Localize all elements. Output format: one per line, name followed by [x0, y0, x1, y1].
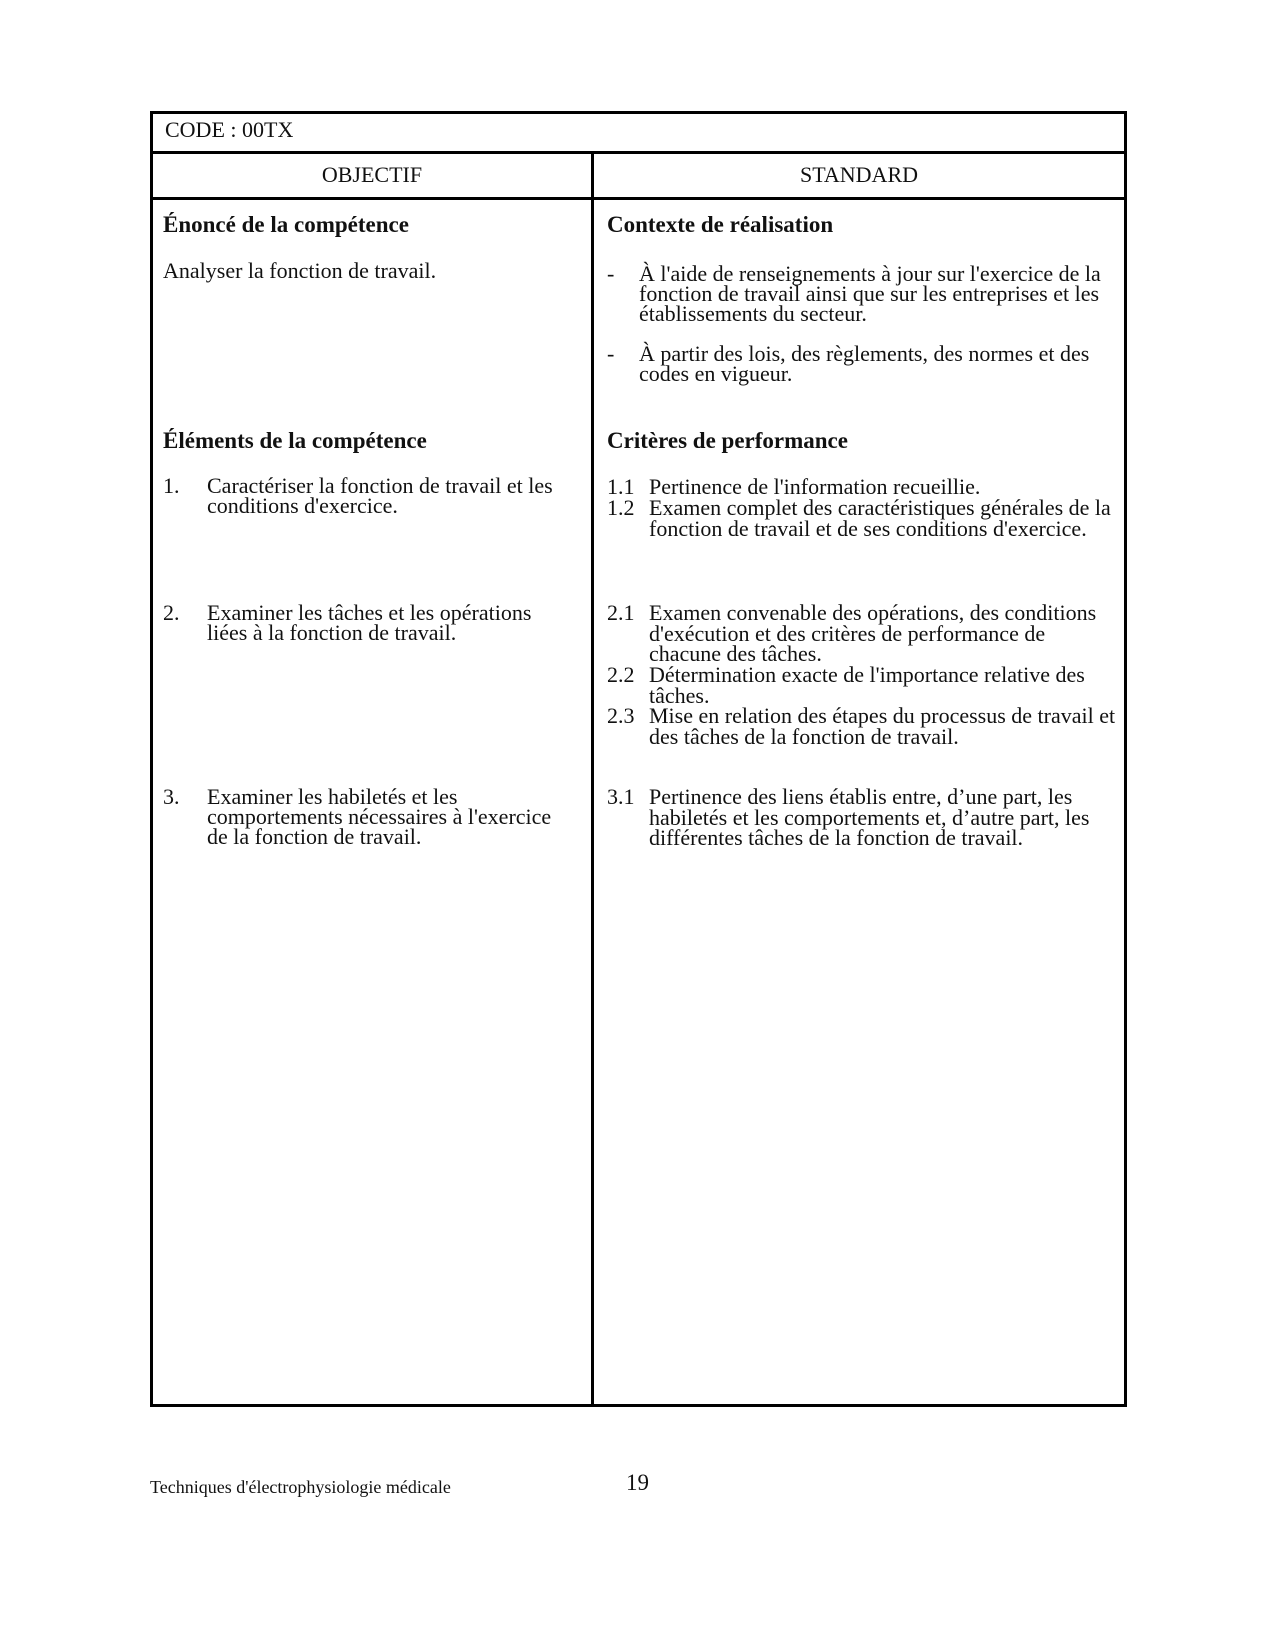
element-text: Examiner les habiletés et les comportements nécessaires à l'exercice de la fonction de travail. — [207, 784, 552, 849]
critere-text: Examen convenable des opérations, des conditions d'exécution et des critères de performance de chacune des tâches. — [649, 600, 1097, 666]
contexte-text: À l'aide de renseignements à jour sur l'exercice de la fonction de travail ainsi que sur les entreprises et les établissements du secteur. — [639, 261, 1101, 326]
dash-marker: - — [607, 261, 615, 286]
enonce-heading: Énoncé de la compétence — [163, 212, 409, 237]
elements-heading: Éléments de la compétence — [163, 428, 427, 453]
critere-text: Pertinence des liens établis entre, d’une part, les habiletés et les comportements et, d’autre part, les différentes tâches de la fonction de travail. — [649, 784, 1090, 850]
footer-title: Techniques d'électrophysiologie médicale — [150, 1477, 451, 1497]
header-standard: STANDARD — [799, 162, 919, 187]
contexte-text: À partir des lois, des règlements, des normes et des codes en vigueur. — [639, 341, 1090, 386]
critere-number: 2.3 — [607, 703, 635, 728]
page-number: 19 — [626, 1470, 649, 1495]
element-number: 2. — [163, 600, 180, 625]
dash-marker: - — [607, 341, 615, 366]
element-text: Examiner les tâches et les opérations liées à la fonction de travail. — [207, 600, 532, 645]
critere-text: Mise en relation des étapes du processus de travail et des tâches de la fonction de travail. — [649, 703, 1116, 749]
critere-number: 3.1 — [607, 784, 635, 809]
element-number: 1. — [163, 473, 180, 498]
element-text: Caractériser la fonction de travail et les conditions d'exercice. — [207, 473, 553, 518]
competency-table — [150, 111, 1127, 1407]
contexte-heading: Contexte de réalisation — [607, 212, 834, 237]
critere-number: 2.2 — [607, 662, 635, 687]
critere-number: 1.2 — [607, 495, 635, 520]
element-number: 3. — [163, 784, 180, 809]
critere-number: 2.1 — [607, 600, 635, 625]
criteres-heading: Critères de performance — [607, 428, 848, 453]
critere-text: Détermination exacte de l'importance relative des tâches. — [649, 662, 1085, 708]
code-row: CODE : 00TX — [153, 114, 1124, 154]
critere-text: Pertinence de l'information recueillie. — [649, 474, 981, 499]
critere-number: 1.1 — [607, 474, 635, 499]
column-divider — [591, 154, 594, 1404]
critere-text: Examen complet des caractéristiques générales de la fonction de travail et de ses conditions d'exercice. — [649, 495, 1111, 541]
header-objectif: OBJECTIF — [321, 162, 423, 187]
enonce-text: Analyser la fonction de travail. — [163, 258, 437, 283]
header-row — [153, 154, 1124, 200]
